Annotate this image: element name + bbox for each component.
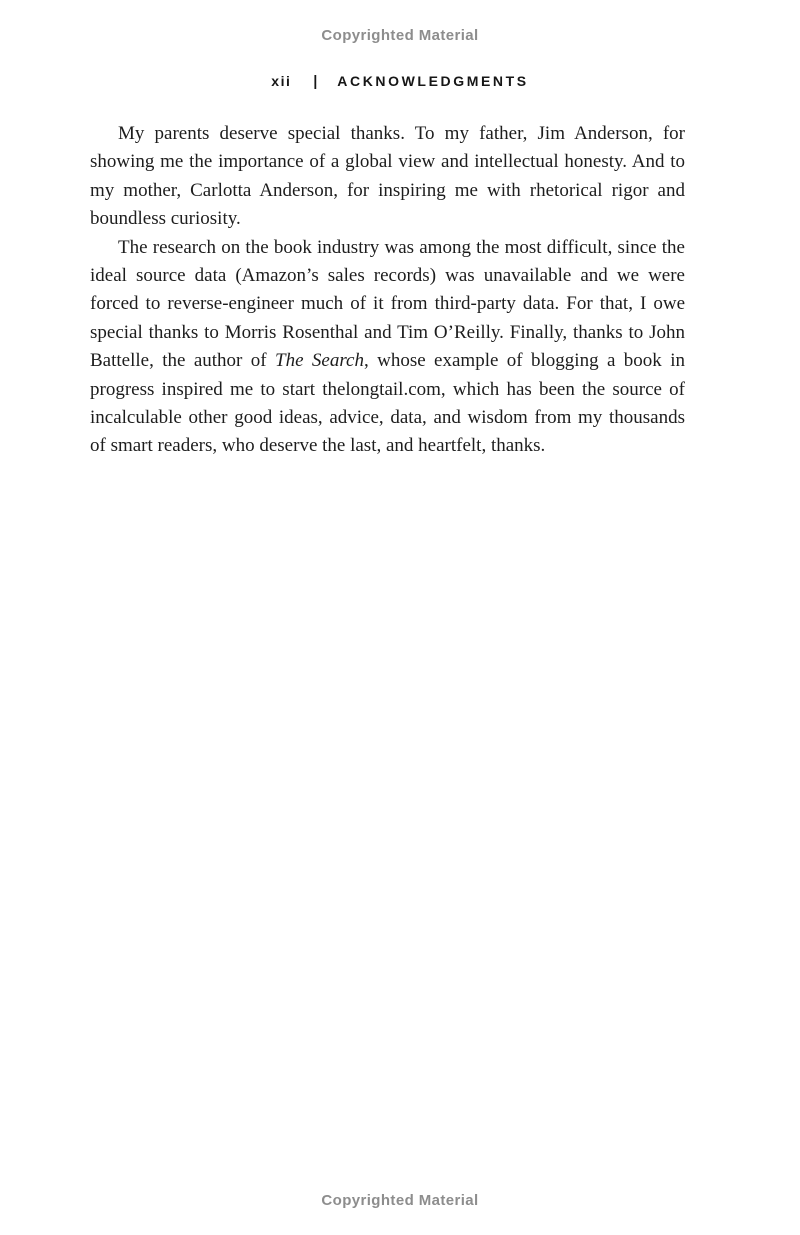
book-title-italic: The Search [275, 350, 364, 372]
paragraph-text: The research on the book industry was among the most difficult, since the ideal source data (Amazon’s sales records) was unavailable and we were forced to reverse-engineer much of it from third-party data. For that, I owe special thanks to Morris Rosenthal and Tim O’Reilly. Finally, thanks to John Battelle, the author of [90, 236, 685, 372]
page-number: xii [271, 73, 292, 89]
paragraph [90, 234, 685, 461]
running-header [0, 73, 800, 89]
page-body [90, 120, 685, 461]
paragraph [90, 120, 685, 234]
copyright-notice-bottom: Copyrighted Material [321, 1192, 479, 1209]
chapter-title: ACKNOWLEDGMENTS [337, 73, 529, 89]
copyright-notice-top: Copyrighted Material [321, 27, 479, 44]
paragraph-text: My parents deserve special thanks. To my father, Jim Anderson, for showing me the importance of a global view and intellectual honesty. And to my mother, Carlotta Anderson, for inspiring me with rhetorical rigor and boundless curiosity. [90, 123, 685, 230]
paragraph-text: , whose example of blogging a book in progress inspired me to start thelongtail.com, which has been the source of incalculable other good ideas, advice, data, and wisdom from my thousands of smart readers, who deserve the last, and heartfelt, thanks. [90, 350, 685, 457]
header-separator: | [313, 72, 318, 90]
